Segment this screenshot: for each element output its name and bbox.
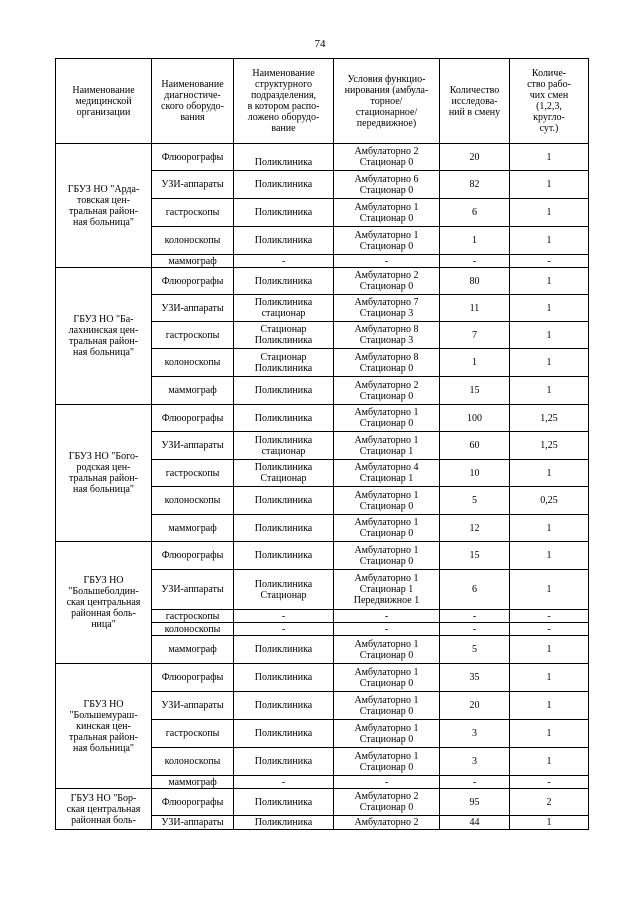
- unit-cell: Поликлиника: [234, 268, 334, 295]
- unit-cell: Поликлиника: [234, 789, 334, 816]
- shifts-cell: 2: [510, 789, 589, 816]
- equipment-table: [55, 58, 589, 830]
- count-cell: 20: [440, 144, 510, 171]
- equipment-cell: гастроскопы: [152, 460, 234, 487]
- count-cell: 20: [440, 692, 510, 720]
- conditions-cell: Амбулаторно 1 Стационар 1: [334, 432, 440, 460]
- unit-cell: Поликлиника: [234, 636, 334, 664]
- header-conditions: Условия функцио- нирования (амбула- торное/ стационарное/ передвижное): [334, 59, 440, 144]
- shifts-cell: 1: [510, 144, 589, 171]
- shifts-cell: 1: [510, 816, 589, 830]
- count-cell: 7: [440, 322, 510, 349]
- conditions-cell: Амбулаторно 1 Стационар 1 Передвижное 1: [334, 570, 440, 610]
- unit-cell: Стационар Поликлиника: [234, 322, 334, 349]
- equipment-cell: колоноскопы: [152, 487, 234, 515]
- count-cell: 1: [440, 349, 510, 377]
- unit-cell: Поликлиника стационар: [234, 432, 334, 460]
- count-cell: 10: [440, 460, 510, 487]
- conditions-cell: Амбулаторно 2 Стационар 0: [334, 377, 440, 405]
- table-row: [56, 268, 589, 295]
- count-cell: 44: [440, 816, 510, 830]
- unit-cell: Поликлиника: [234, 542, 334, 570]
- equipment-cell: УЗИ-аппараты: [152, 432, 234, 460]
- shifts-cell: 1: [510, 377, 589, 405]
- conditions-cell: Амбулаторно 1 Стационар 0: [334, 487, 440, 515]
- shifts-cell: 1: [510, 664, 589, 692]
- count-cell: 5: [440, 487, 510, 515]
- shifts-cell: 1: [510, 542, 589, 570]
- shifts-cell: 1: [510, 570, 589, 610]
- shifts-cell: 0,25: [510, 487, 589, 515]
- shifts-cell: -: [510, 623, 589, 636]
- equipment-cell: Флюорографы: [152, 144, 234, 171]
- equipment-cell: УЗИ-аппараты: [152, 692, 234, 720]
- count-cell: 35: [440, 664, 510, 692]
- shifts-cell: 1: [510, 515, 589, 542]
- conditions-cell: Амбулаторно 2 Стационар 0: [334, 144, 440, 171]
- shifts-cell: 1: [510, 692, 589, 720]
- unit-cell: Поликлиника: [234, 487, 334, 515]
- table-row: [56, 664, 589, 692]
- equipment-cell: гастроскопы: [152, 610, 234, 623]
- equipment-cell: Флюорографы: [152, 268, 234, 295]
- conditions-cell: -: [334, 255, 440, 268]
- org-name: ГБУЗ НО "Ба- лахнинская цен- тральная район- ная больница": [56, 268, 152, 405]
- conditions-cell: -: [334, 610, 440, 623]
- unit-cell: -: [234, 255, 334, 268]
- unit-cell: Поликлиника: [234, 227, 334, 255]
- count-cell: -: [440, 623, 510, 636]
- shifts-cell: 1: [510, 720, 589, 748]
- count-cell: -: [440, 610, 510, 623]
- header-row: [56, 59, 589, 144]
- equipment-cell: Флюорографы: [152, 405, 234, 432]
- count-cell: 80: [440, 268, 510, 295]
- conditions-cell: Амбулаторно 1 Стационар 0: [334, 227, 440, 255]
- equipment-cell: колоноскопы: [152, 349, 234, 377]
- header-equipment: Наименование диагностиче- ского оборудо- вания: [152, 59, 234, 144]
- equipment-cell: маммограф: [152, 255, 234, 268]
- conditions-cell: Амбулаторно 1 Стационар 0: [334, 748, 440, 776]
- conditions-cell: Амбулаторно 2 Стационар 0: [334, 268, 440, 295]
- conditions-cell: Амбулаторно 1 Стационар 0: [334, 664, 440, 692]
- unit-cell: Поликлиника: [234, 171, 334, 199]
- equipment-cell: колоноскопы: [152, 748, 234, 776]
- shifts-cell: 1: [510, 171, 589, 199]
- unit-cell: Поликлиника: [234, 692, 334, 720]
- unit-cell: -: [234, 623, 334, 636]
- conditions-cell: Амбулаторно 1 Стационар 0: [334, 405, 440, 432]
- header-shifts: Количе- ство рабо- чих смен (1,2,3, кругло- сут.): [510, 59, 589, 144]
- org-name: ГБУЗ НО "Бор- ская центральная районная боль-: [56, 789, 152, 830]
- count-cell: 11: [440, 295, 510, 322]
- unit-cell: Поликлиника: [234, 816, 334, 830]
- count-cell: 3: [440, 748, 510, 776]
- equipment-cell: маммограф: [152, 377, 234, 405]
- shifts-cell: -: [510, 610, 589, 623]
- count-cell: 100: [440, 405, 510, 432]
- unit-cell: Поликлиника: [234, 144, 334, 171]
- conditions-cell: Амбулаторно 1 Стационар 0: [334, 636, 440, 664]
- conditions-cell: -: [334, 776, 440, 789]
- shifts-cell: 1: [510, 268, 589, 295]
- equipment-cell: Флюорографы: [152, 789, 234, 816]
- shifts-cell: 1,25: [510, 432, 589, 460]
- header-org: Наименование медицинской организации: [56, 59, 152, 144]
- conditions-cell: -: [334, 623, 440, 636]
- equipment-cell: УЗИ-аппараты: [152, 295, 234, 322]
- equipment-cell: маммограф: [152, 636, 234, 664]
- conditions-cell: Амбулаторно 2: [334, 816, 440, 830]
- conditions-cell: Амбулаторно 8 Стационар 3: [334, 322, 440, 349]
- shifts-cell: 1: [510, 636, 589, 664]
- header-unit: Наименование структурного подразделения, в котором распо- ложено оборудо- вание: [234, 59, 334, 144]
- equipment-cell: маммограф: [152, 515, 234, 542]
- shifts-cell: 1: [510, 199, 589, 227]
- equipment-cell: гастроскопы: [152, 720, 234, 748]
- table-row: [56, 405, 589, 432]
- table-row: [56, 789, 589, 816]
- equipment-cell: колоноскопы: [152, 623, 234, 636]
- unit-cell: Стационар Поликлиника: [234, 349, 334, 377]
- conditions-cell: Амбулаторно 7 Стационар 3: [334, 295, 440, 322]
- unit-cell: Поликлиника: [234, 377, 334, 405]
- conditions-cell: Амбулаторно 1 Стационар 0: [334, 515, 440, 542]
- count-cell: -: [440, 776, 510, 789]
- count-cell: 12: [440, 515, 510, 542]
- unit-cell: -: [234, 776, 334, 789]
- conditions-cell: Амбулаторно 1 Стационар 0: [334, 692, 440, 720]
- unit-cell: Поликлиника: [234, 720, 334, 748]
- unit-cell: Поликлиника: [234, 748, 334, 776]
- shifts-cell: 1: [510, 349, 589, 377]
- org-name: ГБУЗ НО "Большемураш- кинская цен- тральная район- ная больница": [56, 664, 152, 789]
- shifts-cell: 1: [510, 295, 589, 322]
- shifts-cell: 1: [510, 460, 589, 487]
- org-name: ГБУЗ НО "Большеболдин- ская центральная районная боль- ница": [56, 542, 152, 664]
- count-cell: 6: [440, 199, 510, 227]
- unit-cell: Поликлиника: [234, 405, 334, 432]
- unit-cell: Поликлиника: [234, 664, 334, 692]
- conditions-cell: Амбулаторно 1 Стационар 0: [334, 720, 440, 748]
- conditions-cell: Амбулаторно 1 Стационар 0: [334, 199, 440, 227]
- conditions-cell: Амбулаторно 8 Стационар 0: [334, 349, 440, 377]
- count-cell: 82: [440, 171, 510, 199]
- equipment-cell: гастроскопы: [152, 199, 234, 227]
- unit-cell: Поликлиника стационар: [234, 295, 334, 322]
- conditions-cell: Амбулаторно 4 Стационар 1: [334, 460, 440, 487]
- equipment-cell: колоноскопы: [152, 227, 234, 255]
- count-cell: 15: [440, 377, 510, 405]
- conditions-cell: Амбулаторно 1 Стационар 0: [334, 542, 440, 570]
- header-count: Количество исследова- ний в смену: [440, 59, 510, 144]
- shifts-cell: 1: [510, 322, 589, 349]
- shifts-cell: 1: [510, 748, 589, 776]
- count-cell: 15: [440, 542, 510, 570]
- count-cell: 60: [440, 432, 510, 460]
- unit-cell: Поликлиника: [234, 199, 334, 227]
- count-cell: 95: [440, 789, 510, 816]
- count-cell: 6: [440, 570, 510, 610]
- equipment-cell: Флюорографы: [152, 542, 234, 570]
- table-row: [56, 144, 589, 171]
- table-row: [56, 542, 589, 570]
- unit-cell: Поликлиника Стационар: [234, 570, 334, 610]
- shifts-cell: -: [510, 255, 589, 268]
- equipment-cell: УЗИ-аппараты: [152, 570, 234, 610]
- equipment-cell: УЗИ-аппараты: [152, 816, 234, 830]
- conditions-cell: Амбулаторно 2 Стационар 0: [334, 789, 440, 816]
- shifts-cell: 1,25: [510, 405, 589, 432]
- count-cell: 5: [440, 636, 510, 664]
- unit-cell: -: [234, 610, 334, 623]
- conditions-cell: Амбулаторно 6 Стационар 0: [334, 171, 440, 199]
- shifts-cell: 1: [510, 227, 589, 255]
- shifts-cell: -: [510, 776, 589, 789]
- unit-cell: Поликлиника: [234, 515, 334, 542]
- equipment-cell: УЗИ-аппараты: [152, 171, 234, 199]
- equipment-cell: маммограф: [152, 776, 234, 789]
- equipment-cell: гастроскопы: [152, 322, 234, 349]
- count-cell: 1: [440, 227, 510, 255]
- count-cell: -: [440, 255, 510, 268]
- equipment-cell: Флюорографы: [152, 664, 234, 692]
- org-name: ГБУЗ НО "Бого- родская цен- тральная район- ная больница": [56, 405, 152, 542]
- unit-cell: Поликлиника Стационар: [234, 460, 334, 487]
- org-name: ГБУЗ НО "Арда- товская цен- тральная район- ная больница": [56, 144, 152, 268]
- page-number: 74: [314, 38, 326, 50]
- count-cell: 3: [440, 720, 510, 748]
